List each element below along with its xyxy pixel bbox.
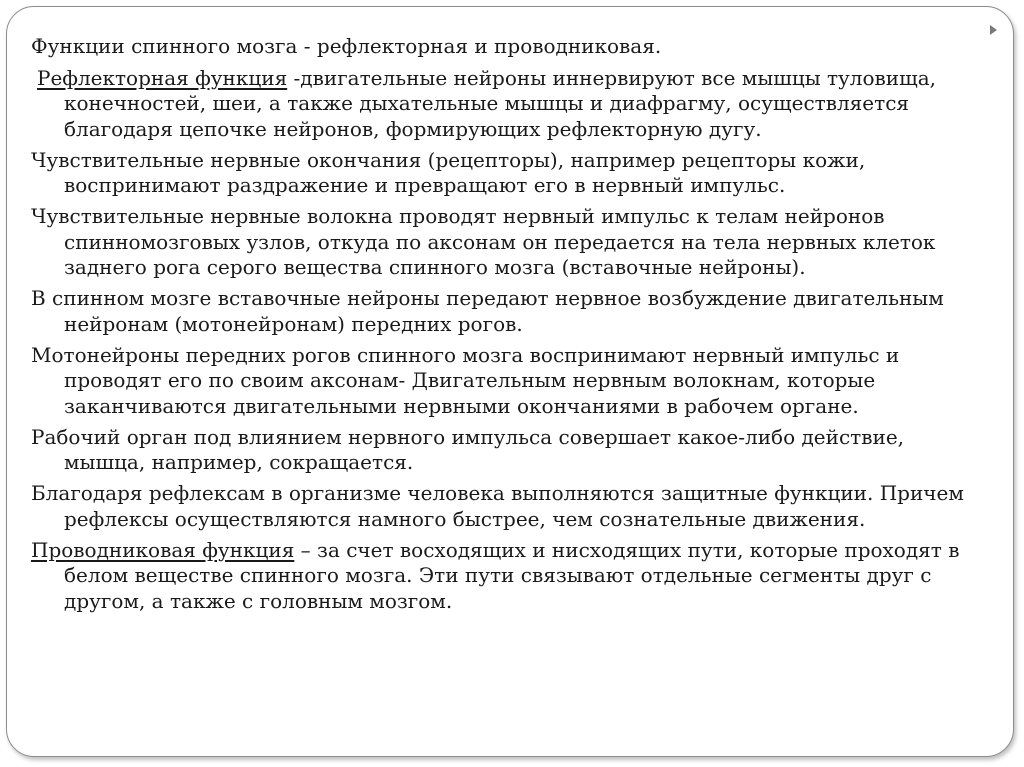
conduction-function-term: Проводниковая функция (31, 537, 295, 562)
paragraph-reflex-function: Рефлекторная функция -двигательные нейроны иннервируют все мышцы туловища, конечностей, шеи, а также дыхательные мышцы и диафрагму, осуществляется благодаря цепочке нейронов, формирующих рефлекторную дугу. (37, 65, 937, 141)
paragraph-working-organ: Рабочий орган под влиянием нервного импульса совершает какое-либо действие, мышца, например, сокращается. (31, 424, 905, 474)
paragraph-functions-intro: Функции спинного мозга - рефлекторная и проводниковая. (31, 34, 662, 58)
slide-corner-arrow-icon (990, 25, 997, 35)
paragraph-sensory-fibers: Чувствительные нервные волокна проводят нервный импульс к телам нейронов спинномозговых узлов, откуда по аксонам он передается на тела нервных клеток заднего рога серого вещества спинного мозга (вставочные нейроны). (31, 204, 936, 279)
paragraph-reflex-protection: Благодаря рефлексам в организме человека выполняются защитные функции. Причем рефлексы осуществляются намного быстрее, чем сознательные движения. (31, 481, 964, 531)
reflex-function-term: Рефлекторная функция (37, 65, 288, 90)
paragraph-receptors: Чувствительные нервные окончания (рецепторы), например рецепторы кожи, воспринимают раздражение и превращают его в нервный импульс. (31, 147, 866, 197)
paragraph-motor-neurons: Мотонейроны передних рогов спинного мозга воспринимают нервный импульс и проводят его по своим аксонам- Двигательным нервным волокнам, которые заканчиваются двигательными нервными окончаниями в рабочем органе. (31, 342, 900, 418)
paragraph-interneurons: В спинном мозге вставочные нейроны передают нервное возбуждение двигательным нейронам (мотонейронам) передних рогов. (31, 286, 944, 336)
paragraph-conduction-function: Проводниковая функция – за счет восходящих и нисходящих пути, которые проходят в белом веществе спинного мозга. Эти пути связывают отдельные сегменты друг с другом, а также с головным мозгом. (31, 537, 960, 613)
slide-text-body (31, 34, 991, 620)
